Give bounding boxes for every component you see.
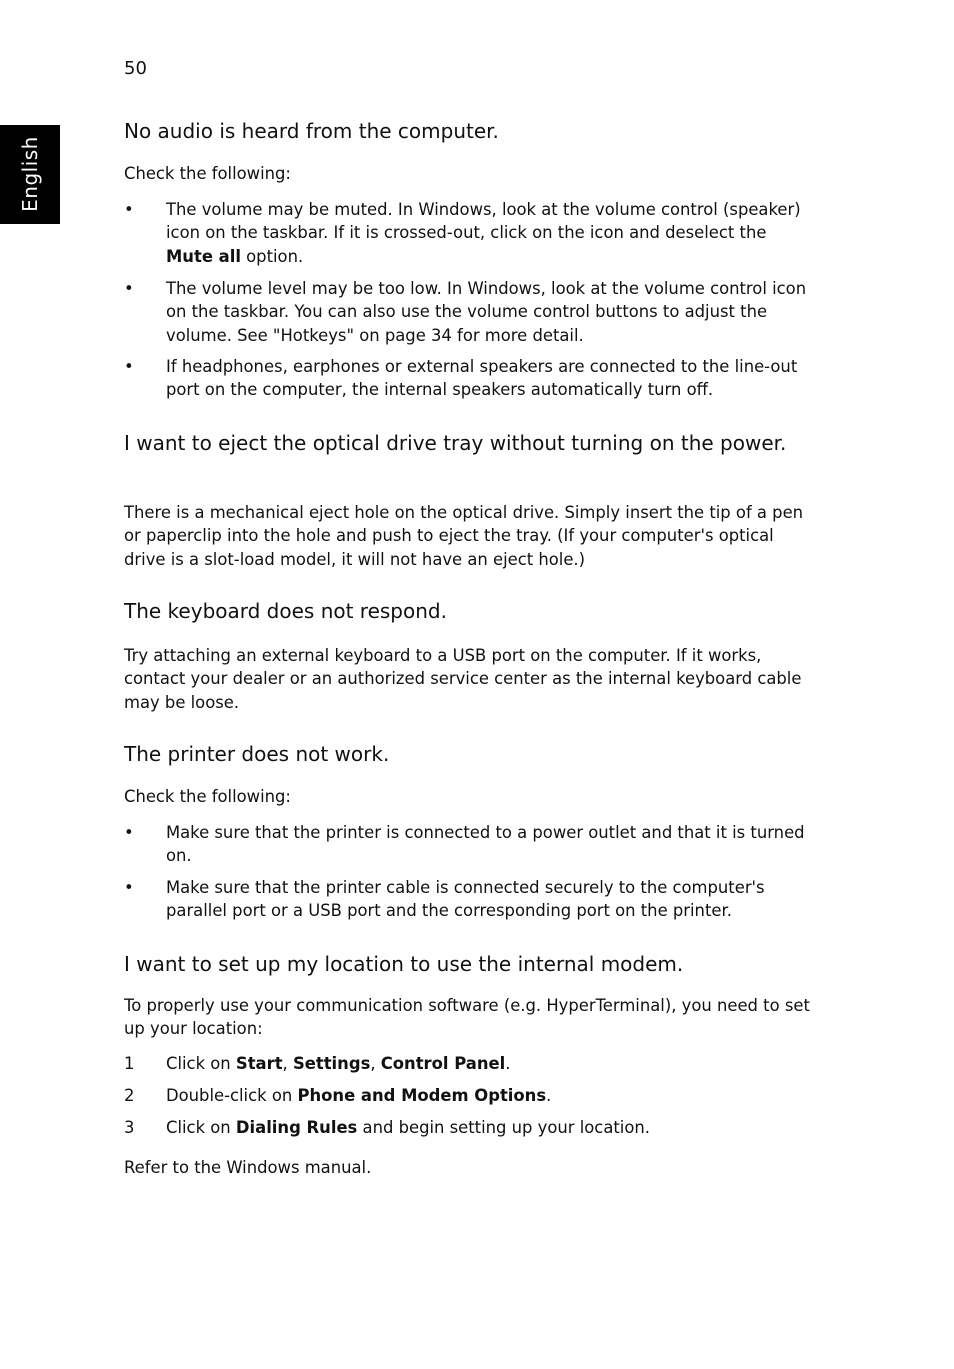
- page-number: 50: [124, 58, 147, 79]
- paragraph: There is a mechanical eject hole on the optical drive. Simply insert the tip of a pen or paperclip into the hole and push to eject the tray. (If your computer's optical drive is a slot-load model, it will not have an eject hole.): [124, 503, 804, 569]
- step-text: and begin setting up your location.: [357, 1118, 650, 1137]
- bullet-item: [124, 277, 814, 347]
- bullet-text: Make sure that the printer cable is connected securely to the computer's parallel port or a USB port and the corresponding port on the printer.: [166, 878, 765, 921]
- section-printer-intro: [124, 785, 814, 808]
- step-text: Double-click on: [166, 1086, 298, 1105]
- section-eject: [124, 429, 814, 457]
- ui-term: Settings: [292, 1054, 371, 1073]
- numbered-step: [124, 1052, 814, 1075]
- section-eject-body: [124, 501, 814, 571]
- section-modem: [124, 950, 814, 978]
- bullet-glyph: •: [124, 878, 134, 897]
- section-audio-intro: [124, 162, 814, 185]
- bullet-glyph: •: [124, 200, 134, 219]
- step-number: 3: [124, 1118, 135, 1137]
- section-modem-outro: [124, 1156, 814, 1179]
- step-text: .: [546, 1086, 552, 1105]
- step-text: .: [505, 1054, 511, 1073]
- bullet-glyph: •: [124, 357, 134, 376]
- language-tab-label: English: [18, 136, 42, 212]
- paragraph: Try attaching an external keyboard to a USB port on the computer. If it works, contact your dealer or an authorized service center as the internal keyboard cable may be loose.: [124, 646, 802, 712]
- bullet-text: The volume level may be too low. In Windows, look at the volume control icon on the taskbar. You can also use the volume control buttons to adjust the volume. See "Hotkeys" on page 34 for more detail.: [166, 279, 807, 345]
- step-text: ,: [282, 1054, 293, 1073]
- ui-term: Start: [235, 1054, 283, 1073]
- ui-term: Mute all: [166, 246, 241, 266]
- step-number: 1: [124, 1054, 135, 1073]
- paragraph: Refer to the Windows manual.: [124, 1158, 372, 1177]
- paragraph: Check the following:: [124, 787, 291, 806]
- section-modem-intro: [124, 994, 814, 1041]
- section-keyboard-body: [124, 644, 814, 714]
- bullet-text: Make sure that the printer is connected to a power outlet and that it is turned on.: [166, 823, 805, 866]
- section-heading: I want to eject the optical drive tray without turning on the power.: [124, 431, 787, 455]
- bullet-item: [124, 821, 814, 868]
- step-number: 2: [124, 1086, 135, 1105]
- bullet-text: option.: [240, 246, 304, 266]
- bullet-glyph: •: [124, 279, 134, 298]
- step-text: ,: [370, 1054, 381, 1073]
- section-printer: [124, 740, 814, 768]
- section-heading: I want to set up my location to use the internal modem.: [124, 952, 684, 976]
- bullet-item: [124, 355, 814, 402]
- bullet-item: [124, 876, 814, 923]
- section-audio: [124, 117, 814, 145]
- section-keyboard: [124, 597, 814, 625]
- bullet-text: The volume may be muted. In Windows, look at the volume control (speaker) icon on the taskbar. If it is crossed-out, click on the icon and deselect the: [166, 200, 801, 243]
- numbered-step: [124, 1084, 814, 1107]
- ui-term: Phone and Modem Options: [297, 1086, 547, 1105]
- bullet-glyph: •: [124, 823, 134, 842]
- bullet-text: If headphones, earphones or external speakers are connected to the line-out port on the computer, the internal speakers automatically turn off.: [166, 357, 798, 400]
- ui-term: Dialing Rules: [235, 1118, 358, 1137]
- section-heading: No audio is heard from the computer.: [124, 119, 499, 143]
- language-tab: [0, 125, 60, 224]
- section-heading: The printer does not work.: [124, 742, 390, 766]
- bullet-item: [124, 198, 814, 268]
- step-text: Click on: [166, 1118, 236, 1137]
- paragraph: Check the following:: [124, 164, 291, 183]
- paragraph: To properly use your communication software (e.g. HyperTerminal), you need to set up your location:: [124, 996, 810, 1039]
- section-heading: The keyboard does not respond.: [124, 599, 447, 623]
- numbered-step: [124, 1116, 814, 1139]
- ui-term: Control Panel: [380, 1054, 506, 1073]
- step-text: Click on: [166, 1054, 236, 1073]
